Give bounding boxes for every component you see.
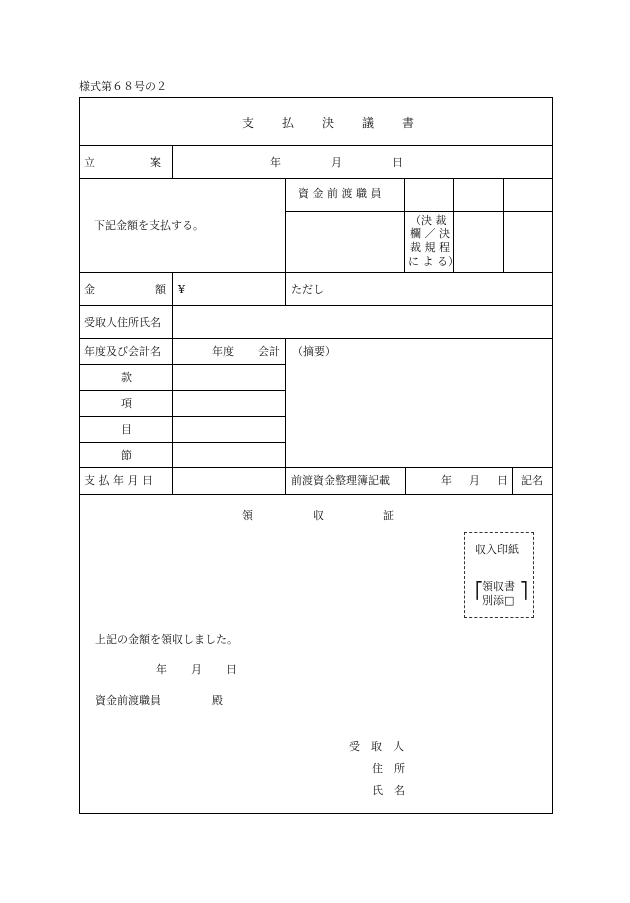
receipt-title-3: 証: [383, 509, 394, 522]
recipient-label: 受取人住所氏名: [84, 316, 161, 329]
form-title: 支 払 決 議 書: [242, 116, 423, 130]
vline-fiscal-1: [172, 338, 173, 494]
fiscal-year-label: 年度: [212, 345, 234, 358]
receipt-month-label: 月: [191, 663, 202, 676]
receipt-title-1: 領: [242, 509, 253, 522]
vline-officer-3: [503, 178, 504, 272]
yen-sign: ¥: [178, 283, 185, 296]
vline-tatsuan: [172, 145, 173, 178]
stamp-line-1: 領収書: [482, 580, 515, 593]
setsu-label: 節: [121, 449, 132, 462]
uketorinin-label: 受 取 人: [349, 740, 404, 753]
vline-statement: [285, 178, 286, 272]
rule-before-paydate: [79, 467, 553, 468]
dono-label: 殿: [212, 694, 223, 707]
rule-setsu-top: [79, 442, 286, 443]
fiscal-label: 年度及び会計名: [84, 345, 161, 358]
stamp-right-bracket-icon: ⎤: [520, 581, 528, 600]
ledger-month-label: 月: [469, 474, 480, 487]
ledger-label: 前渡資金整理簿記載: [291, 474, 390, 487]
rule-before-receipt: [79, 494, 553, 495]
vline-ledger-1: [405, 467, 406, 494]
receipt-year-label: 年: [156, 663, 167, 676]
received-text: 上記の金額を領収しました。: [95, 633, 238, 646]
rule-kou-top: [79, 390, 286, 391]
form-number: 様式第６８号の２: [79, 80, 167, 93]
tadashi-label: ただし: [291, 283, 324, 296]
rule-after-tatsuan: [79, 178, 553, 179]
ledger-year-label: 年: [441, 474, 452, 487]
addressee-label: 資金前渡職員: [95, 694, 161, 707]
rule-after-amount: [79, 305, 553, 306]
rule-moku-top: [79, 416, 286, 417]
kimei-label: 記名: [521, 474, 543, 487]
amount-label-2: 額: [155, 283, 166, 296]
vline-officer-1: [404, 178, 405, 272]
decision-note-line-4: に よ る）: [408, 255, 459, 268]
rule-after-statement: [79, 272, 553, 273]
rule-officer-row: [285, 211, 553, 212]
date-month-label: 月: [331, 156, 342, 169]
tatsuan-label: 立 案: [84, 156, 161, 169]
ledger-day-label: 日: [497, 474, 508, 487]
rule-after-title: [79, 145, 553, 146]
decision-note-line-1: （決 裁: [410, 214, 447, 227]
receipt-title-2: 収: [313, 509, 324, 522]
rule-after-recipient: [79, 338, 553, 339]
vline-ledger-2: [512, 467, 513, 494]
date-year-label: 年: [270, 156, 281, 169]
receipt-day-label: 日: [226, 663, 237, 676]
amount-label-1: 金: [84, 283, 95, 296]
summary-label: （摘要）: [292, 345, 336, 358]
stamp-left-bracket-icon: ⎡: [475, 581, 483, 600]
kou-label: 項: [121, 397, 132, 410]
date-day-label: 日: [392, 156, 403, 169]
payment-statement: 下記金額を支払する。: [94, 219, 204, 232]
stamp-line-2: 別添□: [482, 594, 515, 607]
decision-note-line-2: 欄 ／ 決: [410, 227, 450, 240]
jusho-label: 住 所: [372, 762, 405, 775]
pay-date-label: 支 払 年 月 日: [84, 474, 153, 487]
vline-recipient: [172, 305, 173, 338]
stamp-title: 収入印紙: [475, 543, 519, 556]
decision-note-line-3: 裁 規 程: [410, 241, 450, 254]
moku-label: 目: [121, 423, 132, 436]
fiscal-account-label: 会計: [258, 345, 280, 358]
rule-kan-top: [79, 364, 286, 365]
vline-amount-2: [285, 272, 286, 305]
advance-officer-label: 資 金 前 渡 職 員: [298, 187, 382, 200]
vline-fiscal-2: [285, 338, 286, 494]
vline-amount-1: [172, 272, 173, 305]
shimei-label: 氏 名: [372, 784, 405, 797]
kan-label: 款: [121, 371, 132, 384]
